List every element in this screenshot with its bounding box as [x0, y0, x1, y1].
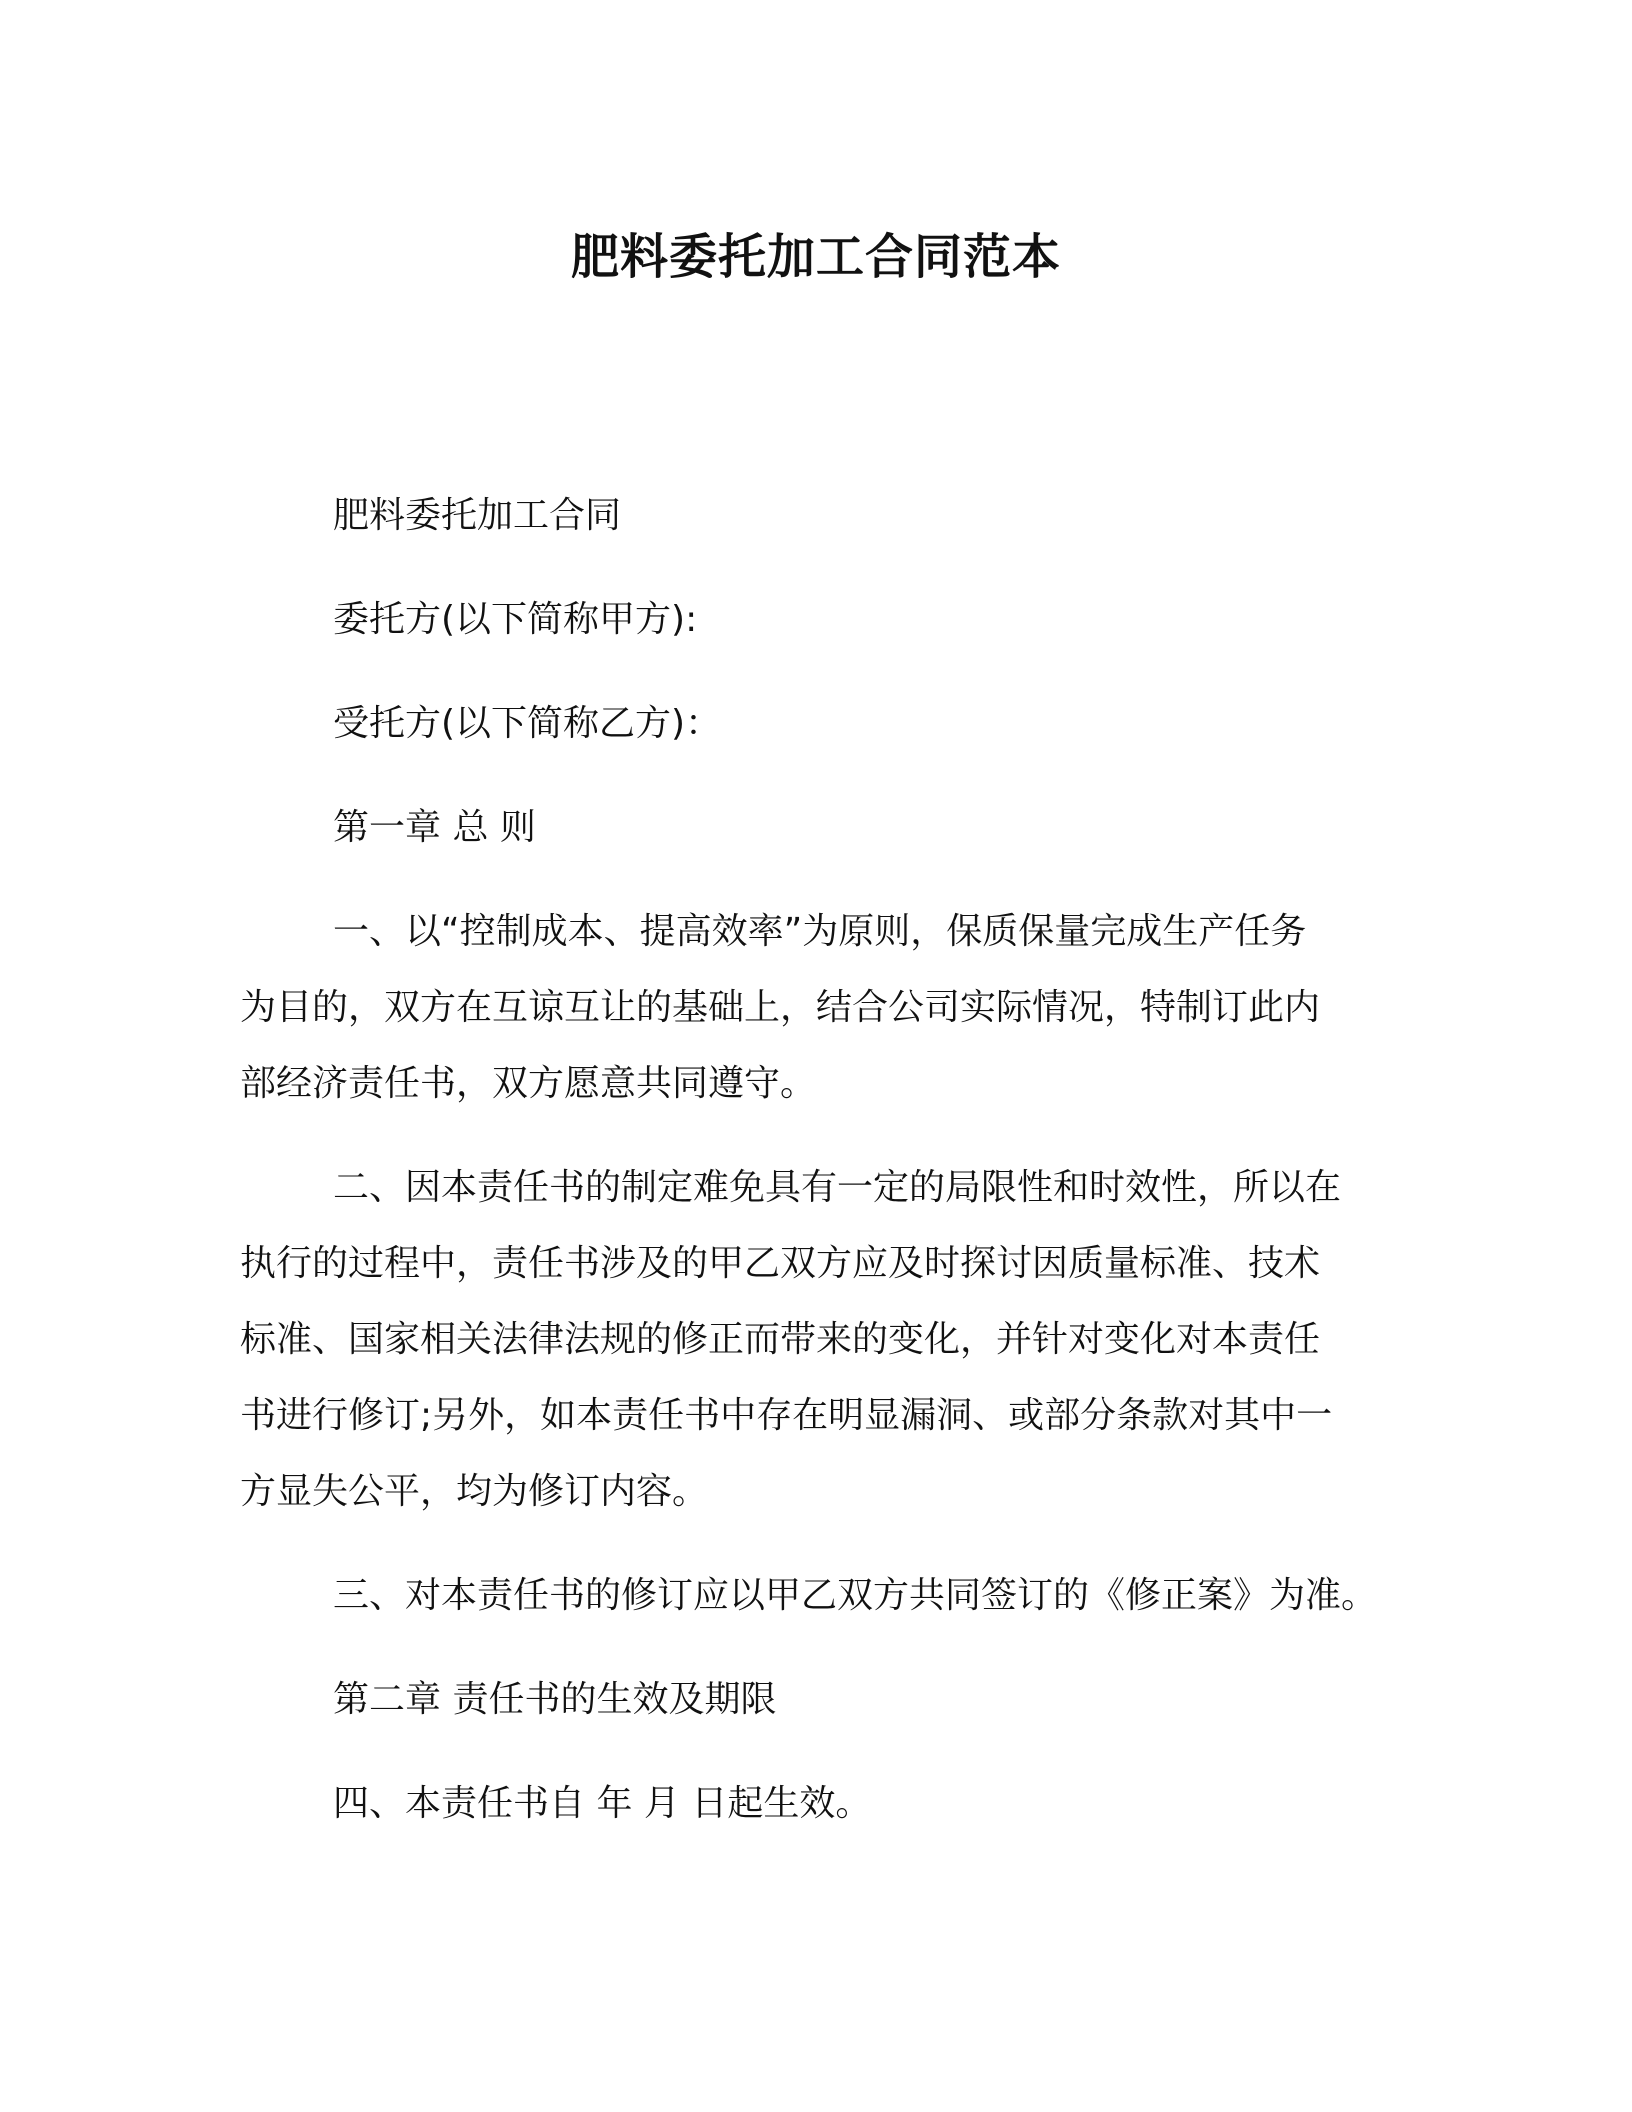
clause-1-line-3: 部经济责任书，双方愿意共同遵守。 — [240, 1063, 817, 1104]
clause-1-line-2: 为目的，双方在互谅互让的基础上，结合公司实际情况，特制订此内 — [240, 987, 1321, 1028]
party-a-line: 委托方(以下简称甲方): — [333, 599, 698, 640]
clause-3-line: 三、对本责任书的修订应以甲乙双方共同签订的《修正案》为准。 — [333, 1575, 1378, 1616]
clause-2-line-4: 书进行修订;另外，如本责任书中存在明显漏洞、或部分条款对其中一 — [240, 1395, 1333, 1436]
clause-2-line-1: 二、因本责任书的制定难免具有一定的局限性和时效性，所以在 — [333, 1167, 1342, 1208]
chapter-2-heading: 第二章 责任书的生效及期限 — [333, 1679, 777, 1720]
clause-2-line-5: 方显失公平，均为修订内容。 — [240, 1471, 709, 1512]
clause-2-line-3: 标准、国家相关法律法规的修正而带来的变化，并针对变化对本责任 — [240, 1319, 1321, 1360]
party-b-line: 受托方(以下简称乙方)： — [333, 703, 722, 744]
clause-4-line: 四、本责任书自 年 月 日起生效。 — [333, 1783, 872, 1824]
document-title: 肥料委托加工合同范本 — [570, 229, 1061, 285]
clause-2-line-2: 执行的过程中，责任书涉及的甲乙双方应及时探讨因质量标准、技术 — [240, 1243, 1321, 1284]
chapter-1-heading: 第一章 总 则 — [333, 807, 536, 848]
clause-1-line-1: 一、以“控制成本、提高效率”为原则，保质保量完成生产任务 — [333, 911, 1307, 952]
contract-heading: 肥料委托加工合同 — [333, 495, 622, 536]
